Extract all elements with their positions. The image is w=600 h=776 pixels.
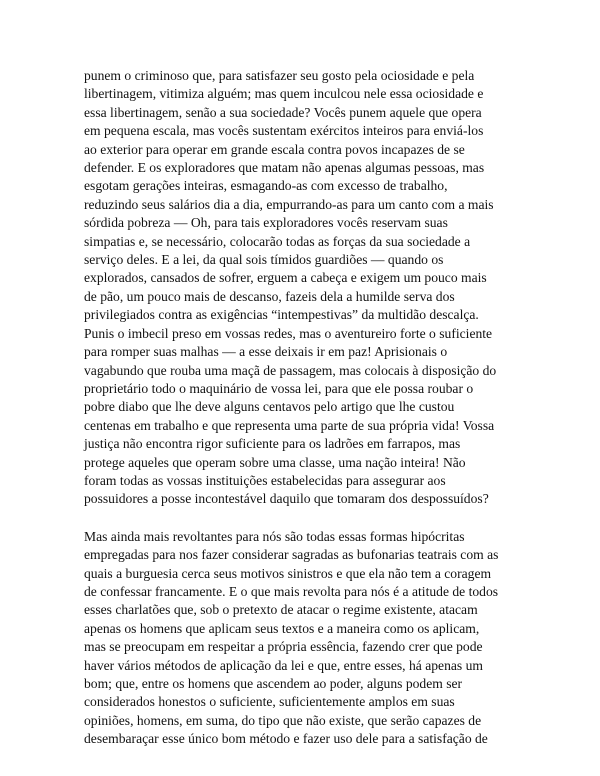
text-line: privilegiados contra as exigências “intempestivas” da multidão descalça. (84, 307, 479, 323)
text-line: empregadas para nos fazer considerar sagradas as bufonarias teatrais com as (84, 547, 499, 563)
text-line: libertinagem, vitimiza alguém; mas quem inculcou nele essa ociosidade e (84, 86, 484, 102)
text-line: mas se preocupam em respeitar a própria essência, fazendo crer que pode (84, 639, 483, 655)
text-line: proprietário todo o maquinário de vossa lei, para que ele possa roubar o (84, 380, 474, 396)
text-line: defender. E os exploradores que matam não apenas algumas pessoas, mas (84, 160, 485, 176)
body-paragraph (84, 528, 516, 749)
text-line: opiniões, homens, em suma, do tipo que não existe, que serão capazes de (84, 712, 482, 728)
text-line: centenas em trabalho e que representa uma parte de sua própria vida! Vossa (84, 417, 495, 433)
text-line: esses charlatões que, sob o pretexto de atacar o regime existente, atacam (84, 602, 478, 618)
text-line: simpatias e, se necessário, colocarão todas as forças da sua sociedade a (84, 233, 471, 249)
text-line: esgotam gerações inteiras, esmagando-as com excesso de trabalho, (84, 178, 448, 194)
text-line: serviço deles. E a lei, da qual sois tímidos guardiões — quando os (84, 252, 444, 268)
text-line: em pequena escala, mas vocês sustentam exércitos inteiros para enviá-los (84, 123, 484, 139)
text-line: protege aqueles que operam sobre uma classe, uma nação inteira! Não (84, 454, 466, 470)
text-line: apenas os homens que aplicam seus textos e a maneira como os aplicam, (84, 620, 480, 636)
text-line: ao exterior para operar em grande escala contra povos incapazes de se (84, 141, 465, 157)
text-line: haver vários métodos de aplicação da lei e que, entre esses, há apenas um (84, 657, 483, 673)
text-line: quais a burguesia cerca seus motivos sinistros e que ela não tem a coragem (84, 565, 492, 581)
text-line: possuidores a posse incontestável daquilo que tomaram dos despossuídos? (84, 491, 489, 507)
text-line: de pão, um pouco mais de descanso, fazeis dela a humilde serva dos (84, 288, 455, 304)
text-line: foram todas as vossas instituições estabelecidas para assegurar aos (84, 472, 446, 488)
text-line: Mas ainda mais revoltantes para nós são todas essas formas hipócritas (84, 528, 465, 544)
body-paragraph (84, 67, 516, 509)
text-line: essa libertinagem, senão a sua sociedade? Vocês punem aquele que opera (84, 104, 482, 120)
text-line: para romper suas malhas — a esse deixais ir em paz! Aprisionais o (84, 344, 448, 360)
text-line: punem o criminoso que, para satisfazer seu gosto pela ociosidade e pela (84, 68, 475, 83)
text-line: sórdida pobreza — Oh, para tais exploradores vocês reservam suas (84, 215, 448, 231)
text-line: de confessar francamente. E o que mais revolta para nós é a atitude de todos (84, 583, 499, 599)
text-line: desembaraçar esse único bom método e fazer uso dele para a satisfação de (84, 731, 488, 747)
text-line: vagabundo que rouba uma maçã de passagem, mas colocais à disposição do (84, 362, 497, 378)
text-line: justiça não encontra rigor suficiente para os ladrões em farrapos, mas (84, 436, 461, 452)
text-line: reduzindo seus salários dia a dia, empurrando-as para um canto com a mais (84, 196, 494, 212)
text-line: considerados honestos o suficiente, suficientemente amplos em suas (84, 694, 455, 710)
text-line: pobre diabo que lhe deve alguns centavos pelo artigo que lhe custou (84, 399, 455, 415)
text-line: bom; que, entre os homens que ascendem ao poder, alguns podem ser (84, 676, 463, 691)
text-line: explorados, cansados de sofrer, erguem a cabeça e exigem um pouco mais (84, 270, 487, 286)
text-line: Punis o imbecil preso em vossas redes, mas o aventureiro forte o suficiente (84, 325, 493, 341)
